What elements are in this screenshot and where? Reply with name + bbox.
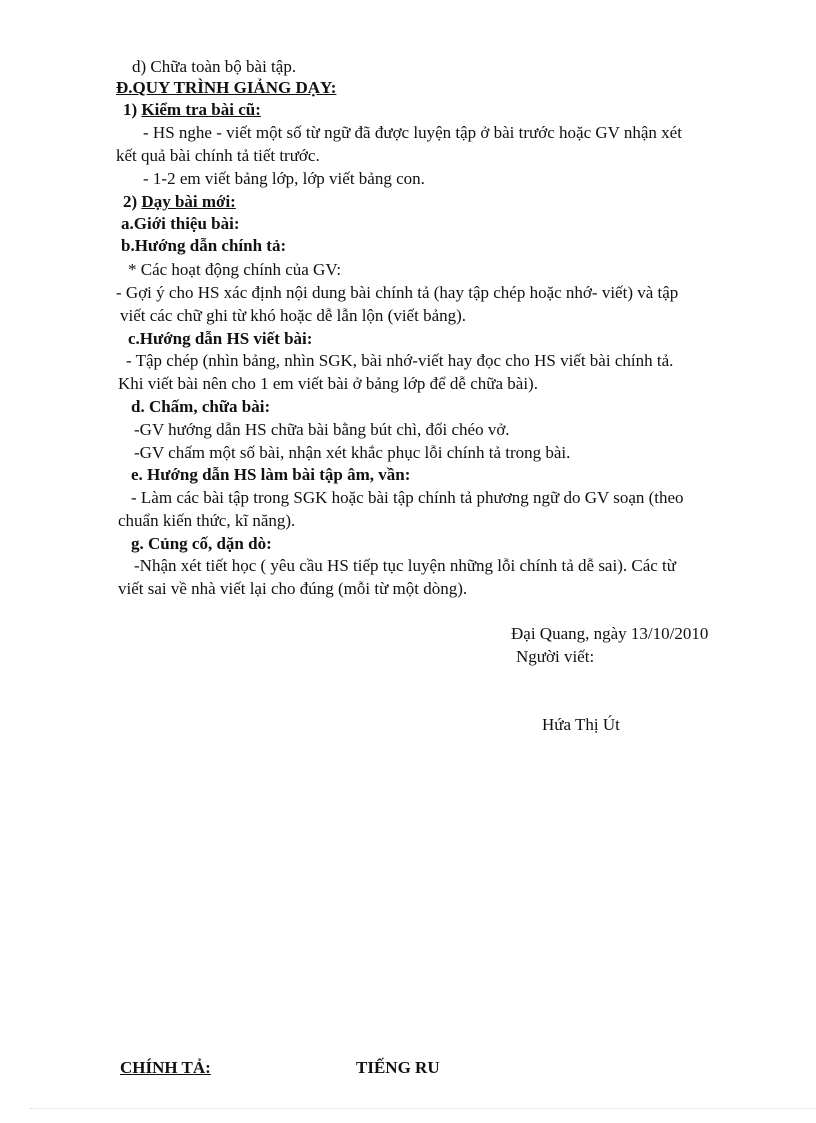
- spelling-guide-line-2: - Gợi ý cho HS xác định nội dung bài chính tả (hay tập chép hoặc nhớ- viết) và tập: [116, 283, 679, 302]
- check-old-title: Kiểm tra bài cũ:: [141, 100, 261, 119]
- grading-line-2: -GV chấm một số bài, nhận xét khắc phục lỗi chính tả trong bài.: [134, 443, 571, 462]
- wrap-up-line-1: -Nhận xét tiết học ( yêu cầu HS tiếp tục luyện những lỗi chính tả dễ sai). Các từ: [134, 556, 676, 575]
- signature-writer-label: Người viết:: [516, 647, 595, 666]
- writing-guide-line-1: - Tập chép (nhìn bảng, nhìn SGK, bài nhớ-viết hay đọc cho HS viết bài chính tả.: [126, 351, 674, 370]
- check-old-line-3: - 1-2 em viết bảng lớp, lớp viết bảng con.: [143, 169, 425, 188]
- grading-line-1: -GV hướng dẫn HS chữa bài bằng bút chì, đổi chéo vở.: [134, 420, 510, 439]
- page-edge-divider: [30, 1108, 816, 1109]
- signature-name: Hứa Thị Út: [542, 715, 620, 734]
- spelling-guide-line-3: viết các chữ ghi từ khó hoặc dễ lẫn lộn (viết bảng).: [120, 306, 467, 325]
- signature-place-date: Đại Quang, ngày 13/10/2010: [511, 624, 709, 643]
- check-old-line-1: - HS nghe - viết một số từ ngữ đã được luyện tập ở bài trước hoặc GV nhận xét: [143, 123, 682, 142]
- exercise-line-1: - Làm các bài tập trong SGK hoặc bài tập chính tả phương ngữ do GV soạn (theo: [131, 488, 684, 507]
- footer-subject: CHÍNH TẢ:: [120, 1058, 211, 1077]
- footer-lesson-title: TIẾNG RU: [356, 1058, 440, 1077]
- check-old-line-2: kết quả bài chính tả tiết trước.: [116, 146, 320, 165]
- section-d-item: d) Chữa toàn bộ bài tập.: [132, 57, 297, 76]
- spelling-guide-heading: b.Hướng dẫn chính tả:: [121, 236, 287, 255]
- wrap-up-heading: g. Củng cố, dặn dò:: [131, 534, 272, 553]
- procedure-heading: Đ.QUY TRÌNH GIẢNG DẠY:: [116, 78, 337, 97]
- check-old-number: 1): [123, 100, 138, 119]
- exercise-heading: e. Hướng dẫn HS làm bài tập âm, vần:: [131, 465, 411, 484]
- wrap-up-line-2: viết sai về nhà viết lại cho đúng (mỗi từ một dòng).: [118, 579, 468, 598]
- exercise-line-2: chuẩn kiến thức, kĩ năng).: [118, 511, 296, 530]
- writing-guide-line-2: Khi viết bài nên cho 1 em viết bài ở bảng lớp để dễ chữa bài).: [118, 374, 538, 393]
- new-lesson-heading: [123, 192, 236, 212]
- intro-heading: a.Giới thiệu bài:: [121, 214, 240, 233]
- new-lesson-title: Dạy bài mới:: [141, 192, 236, 211]
- new-lesson-number: 2): [123, 192, 138, 211]
- grading-heading: d. Chấm, chữa bài:: [131, 397, 271, 416]
- spelling-guide-line-1: * Các hoạt động chính của GV:: [128, 260, 342, 279]
- writing-guide-heading: c.Hướng dẫn HS viết bài:: [128, 329, 313, 348]
- check-old-heading: [123, 100, 261, 120]
